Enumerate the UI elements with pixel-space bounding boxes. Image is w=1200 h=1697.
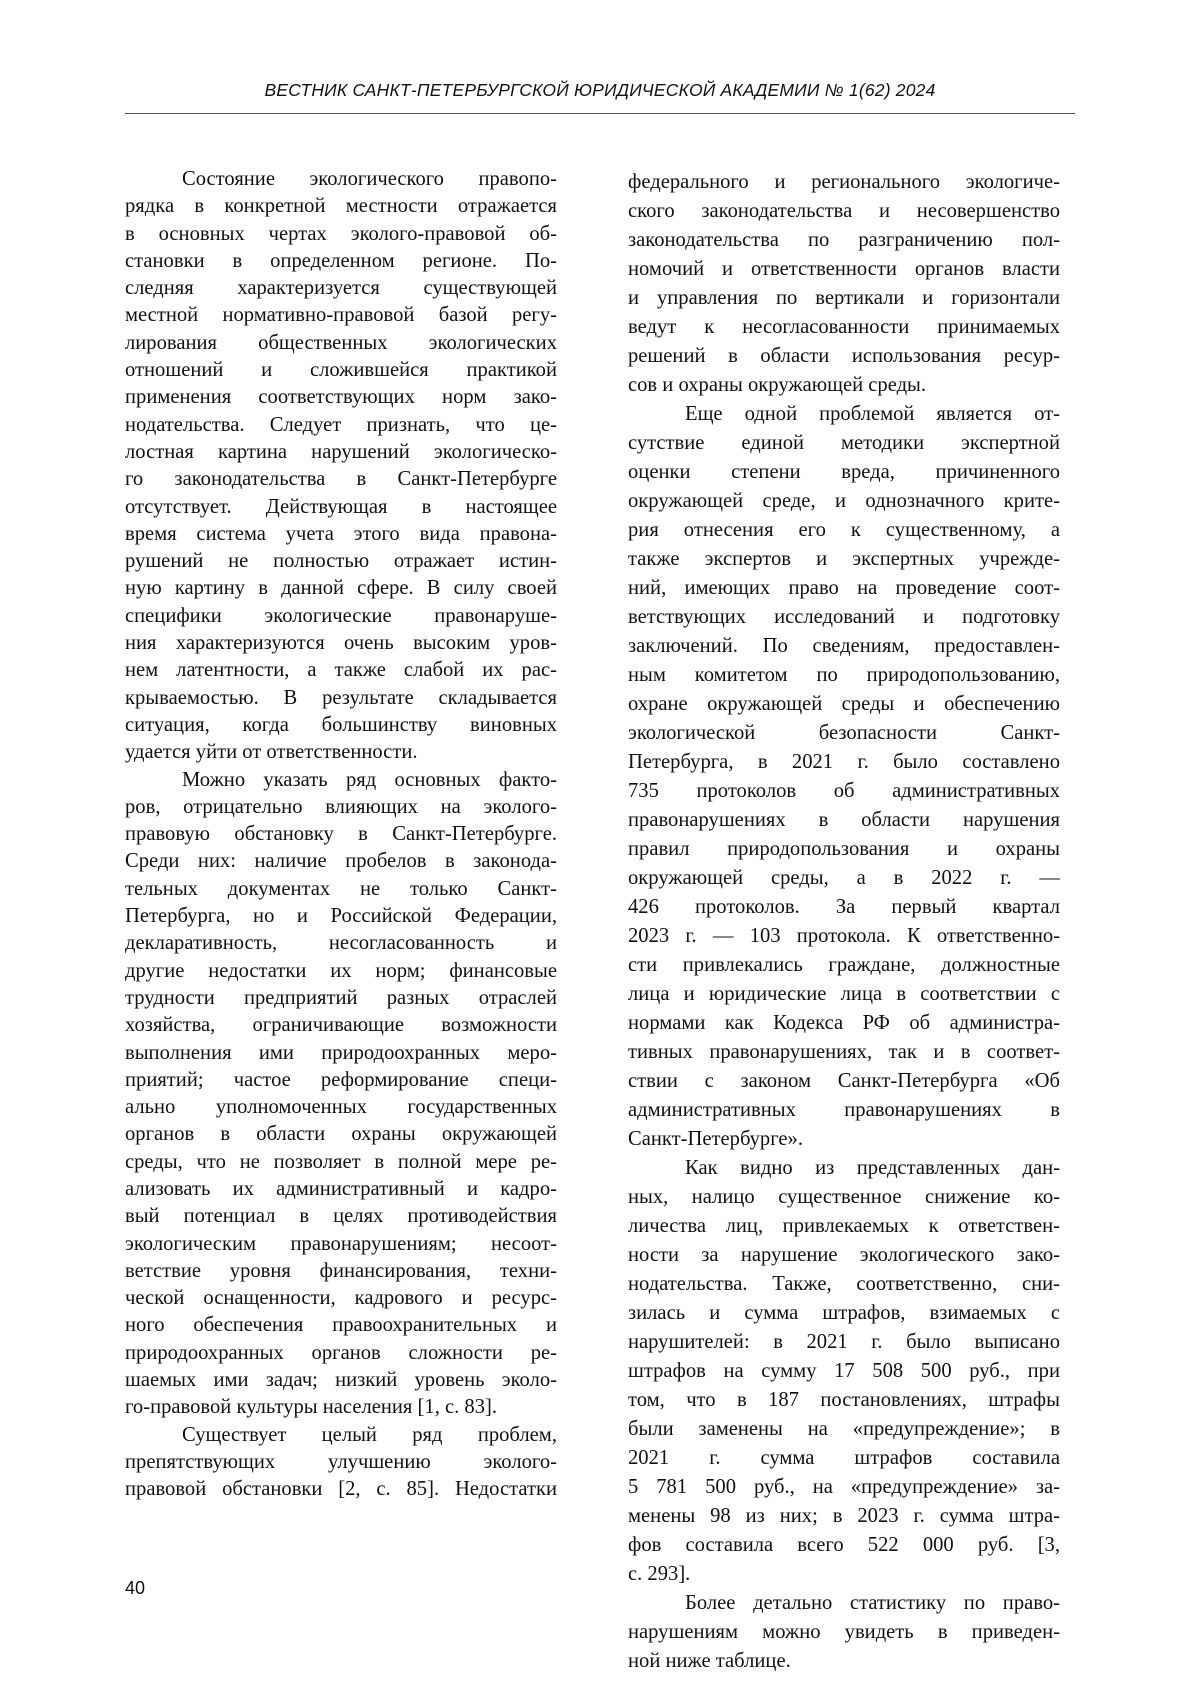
text-line: следняя характеризуется существующей — [125, 277, 557, 300]
text-line: сутствие единой методики экспертной — [628, 432, 1060, 454]
text-line: лица и юридические лица в соответствии с — [628, 983, 1060, 1005]
text-line: 426 протоколов. За первый квартал — [628, 896, 1060, 918]
text-line: ния характеризуются очень высоким уров- — [125, 632, 557, 655]
text-line: другие недостатки их норм; финансовые — [125, 959, 557, 982]
text-line: рядка в конкретной местности отражается — [125, 195, 557, 218]
text-line: окружающей среде, и однозначного крите- — [628, 490, 1060, 512]
text-line: выполнения ими природоохранных меро- — [125, 1041, 557, 1064]
text-line: административных правонарушениях в — [628, 1099, 1060, 1121]
text-line: Санкт-Петербурге». — [628, 1128, 803, 1150]
text-line: приятий; частое реформирование специ- — [125, 1068, 557, 1091]
text-line: федерального и регионального экологиче- — [628, 171, 1060, 193]
text-line: правовой обстановки [2, с. 85]. Недостатки — [125, 1478, 557, 1501]
text-line: го-правовой культуры населения [1, с. 83]. — [125, 1396, 498, 1419]
text-line: тельных документах не только Санкт- — [125, 877, 557, 900]
text-line: становки в определенном регионе. По- — [125, 249, 557, 272]
text-line: лирования общественных экологических — [125, 331, 557, 354]
text-line: отсутствует. Действующая в настоящее — [125, 495, 557, 518]
text-line: экологическим правонарушениям; несоот- — [125, 1232, 557, 1255]
text-line: 2023 г. — 103 протокола. К ответственно- — [628, 925, 1060, 947]
text-line: Среди них: наличие пробелов в законода- — [125, 850, 557, 873]
page-number: 40 — [125, 1578, 146, 1598]
text-line: Еще одной проблемой является от- — [685, 403, 1060, 425]
text-line: нодательства. Также, соответственно, сни- — [628, 1273, 1060, 1295]
text-line: среды, что не позволяет в полной мере ре- — [125, 1150, 557, 1173]
text-line: вый потенциал в целях противодействия — [125, 1205, 557, 1228]
text-line: нодательства. Следует признать, что це- — [125, 413, 557, 436]
text-line: ведут к несогласованности принимаемых — [628, 316, 1060, 338]
text-line: Более детально статистику по право- — [685, 1592, 1060, 1614]
text-line: декларативность, несогласованность и — [125, 932, 557, 955]
text-line: нарушениям можно увидеть в приведен- — [628, 1621, 1060, 1643]
text-line: сти привлекались граждане, должностные — [628, 954, 1060, 976]
text-line: 2021 г. сумма штрафов составила — [628, 1447, 1060, 1469]
text-line: время система учета этого вида правона- — [125, 522, 557, 545]
text-line: Петербурга, но и Российской Федерации, — [125, 905, 557, 928]
text-line: ветствие уровня финансирования, техни- — [125, 1259, 557, 1282]
text-line: ного обеспечения правоохранительных и — [125, 1314, 557, 1337]
text-line: экологической безопасности Санкт- — [628, 722, 1060, 744]
text-line: ной ниже таблице. — [628, 1650, 791, 1672]
text-line: ров, отрицательно влияющих на эколого- — [125, 795, 557, 818]
text-line: охране окружающей среды и обеспечению — [628, 693, 1060, 715]
text-line: нем латентности, а также слабой их рас- — [125, 659, 557, 682]
text-line: нормами как Кодекса РФ об администра- — [628, 1012, 1060, 1034]
text-line: окружающей среды, а в 2022 г. — — [628, 867, 1060, 889]
text-line: ализовать их административный и кадро- — [125, 1177, 557, 1200]
text-line: специфики экологические правонаруше- — [125, 604, 557, 627]
text-line: ний, имеющих право на проведение соот- — [628, 577, 1060, 599]
text-line: ально уполномоченных государственных — [125, 1096, 557, 1119]
text-line: рушений не полностью отражает истин- — [125, 550, 557, 573]
text-line: Можно указать ряд основных факто- — [182, 768, 557, 791]
text-line: Петербурга, в 2021 г. было составлено — [628, 751, 1060, 773]
text-line: крываемостью. В результате складывается — [125, 686, 557, 709]
text-line: нарушителей: в 2021 г. было выписано — [628, 1331, 1060, 1353]
text-line: местной нормативно-правовой базой регу- — [125, 304, 557, 327]
text-line: правовую обстановку в Санкт-Петербурге. — [125, 823, 557, 846]
header-rule — [125, 113, 1075, 114]
right-column — [628, 168, 1060, 1676]
text-line: ческой оснащенности, кадрового и ресурс- — [125, 1287, 557, 1310]
text-line: оценки степени вреда, причиненного — [628, 461, 1060, 483]
left-column — [125, 166, 557, 1504]
text-line: решений в области использования ресур- — [628, 345, 1060, 367]
text-line: лостная картина нарушений экологическо- — [125, 440, 557, 463]
text-line: с. 293]. — [628, 1563, 691, 1585]
text-line: в основных чертах эколого-правовой об- — [125, 222, 557, 245]
text-line: 735 протоколов об административных — [628, 780, 1060, 802]
text-line: ского законодательства и несовершенство — [628, 200, 1060, 222]
text-line: 5 781 500 руб., на «предупреждение» за- — [628, 1476, 1060, 1498]
text-line: ную картину в данной сфере. В силу своей — [125, 577, 557, 600]
text-line: применения соответствующих норм зако- — [125, 386, 557, 409]
text-line: рия отнесения его к существенному, а — [628, 519, 1060, 541]
text-line: правил природопользования и охраны — [628, 838, 1060, 860]
text-line: ствии с законом Санкт-Петербурга «Об — [628, 1070, 1060, 1092]
text-line: сов и охраны окружающей среды. — [628, 374, 927, 396]
text-line: го законодательства в Санкт-Петербурге — [125, 468, 557, 491]
text-line: фов составила всего 522 000 руб. [3, — [628, 1534, 1060, 1556]
text-line: природоохранных органов сложности ре- — [125, 1341, 557, 1364]
text-line: препятствующих улучшению эколого- — [125, 1450, 557, 1473]
text-line: Как видно из представленных дан- — [685, 1157, 1060, 1179]
text-line: шаемых ими задач; низкий уровень эколо- — [125, 1369, 557, 1392]
text-line: Состояние экологического правопо- — [182, 168, 557, 190]
journal-header: ВЕСТНИК САНКТ-ПЕТЕРБУРГСКОЙ ЮРИДИЧЕСКОЙ АКАДЕМИИ № 1(62) 2024 — [264, 80, 936, 100]
text-line: удается уйти от ответственности. — [125, 741, 418, 764]
text-line: правонарушениях в области нарушения — [628, 809, 1060, 831]
text-line: тивных правонарушениях, так и в соответ- — [628, 1041, 1060, 1063]
text-line: менены 98 из них; в 2023 г. сумма штра- — [628, 1505, 1060, 1527]
text-line: ным комитетом по природопользованию, — [628, 664, 1060, 686]
text-line: личества лиц, привлекаемых к ответствен- — [628, 1215, 1060, 1237]
text-line: зилась и сумма штрафов, взимаемых с — [628, 1302, 1060, 1324]
text-line: номочий и ответственности органов власти — [628, 258, 1060, 280]
text-line: органов в области охраны окружающей — [125, 1123, 557, 1146]
text-line: ности за нарушение экологического зако- — [628, 1244, 1060, 1266]
text-line: ситуация, когда большинству виновных — [125, 713, 557, 736]
text-line: том, что в 187 постановлениях, штрафы — [628, 1389, 1060, 1411]
text-line: были заменены на «предупреждение»; в — [628, 1418, 1060, 1440]
text-line: трудности предприятий разных отраслей — [125, 986, 557, 1009]
text-line: ветствующих исследований и подготовку — [628, 606, 1060, 628]
text-line: законодательства по разграничению пол- — [628, 229, 1060, 251]
text-line: хозяйства, ограничивающие возможности — [125, 1014, 557, 1037]
text-line: отношений и сложившейся практикой — [125, 359, 557, 382]
text-line: Существует целый ряд проблем, — [182, 1423, 557, 1446]
text-line: ных, налицо существенное снижение ко- — [628, 1186, 1060, 1208]
text-line: штрафов на сумму 17 508 500 руб., при — [628, 1360, 1060, 1382]
text-line: и управления по вертикали и горизонтали — [628, 287, 1060, 309]
text-line: заключений. По сведениям, предоставлен- — [628, 635, 1060, 657]
text-line: также экспертов и экспертных учрежде- — [628, 548, 1060, 570]
